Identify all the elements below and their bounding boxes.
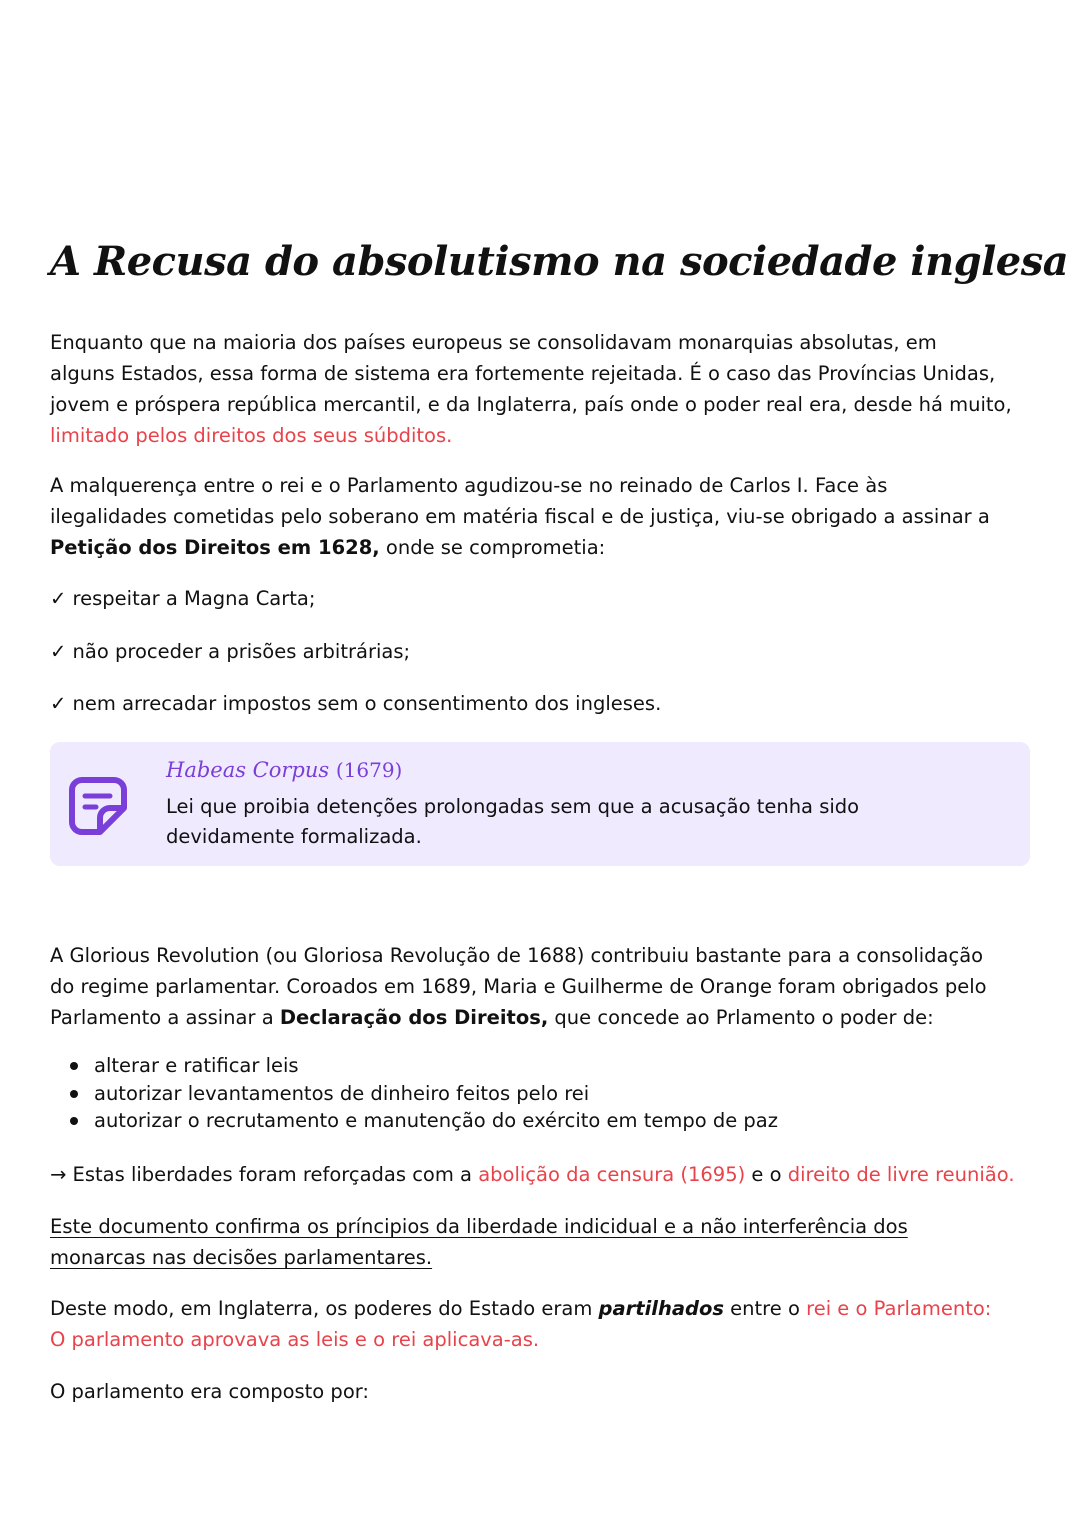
text-line [50,1002,1050,1033]
text-segment: ✓ respeitar a Magna Carta; [50,587,316,610]
text-segment: O parlamento era composto por: [50,1380,369,1403]
text-segment: do regime parlamentar. Coroados em 1689, Maria e Guilherme de Orange foram obrigados pelo [50,975,987,998]
callout-body-line: devidamente formalizada. [166,825,422,848]
callout-year: (1679) [335,758,403,782]
text-segment: alguns Estados, essa forma de sistema era fortemente rejeitada. É o caso das Províncias Unidas, [50,362,996,385]
composto-paragraph [50,1376,1050,1407]
text-line [50,971,1050,1002]
highlighted-text: abolição da censura (1695) [478,1163,746,1186]
check-item [50,583,1050,614]
text-line [50,1324,1050,1355]
text-line [50,1376,1050,1407]
confirma-paragraph [50,1211,1050,1273]
bold-text: Declaração dos Direitos, [279,1006,549,1029]
text-segment: que concede ao Prlamento o poder de: [548,1006,934,1029]
bold-text: partilhados [598,1297,724,1320]
list-item: autorizar levantamentos de dinheiro feitos pelo rei [50,1080,778,1108]
text-segment: A Glorious Revolution (ou Gloriosa Revolução de 1688) contribuiu bastante para a consolidação [50,944,984,967]
text-line [50,532,1050,563]
partilhados-paragraph [50,1293,1050,1355]
text-segment: entre o [723,1297,807,1320]
text-line [50,636,1050,667]
text-line [50,420,1050,451]
callout-body [166,792,859,852]
list-item: alterar e ratificar leis [50,1052,778,1080]
sticky-note-icon [68,776,128,836]
check-item [50,636,1050,667]
carlos-paragraph [50,470,1050,563]
text-line [50,1211,1050,1242]
text-line [50,1159,1050,1190]
text-line [50,688,1050,719]
bold-text: Petição dos Direitos em 1628, [50,536,380,559]
text-line [50,1242,1050,1273]
text-line [50,358,1050,389]
text-line [50,389,1050,420]
highlighted-text: rei e o Parlamento: [806,1297,992,1320]
text-segment: monarcas nas decisões parlamentares. [50,1246,433,1269]
text-segment: ilegalidades cometidas pelo soberano em matéria fiscal e de justiça, viu-se obrigado a assinar a [50,505,990,528]
text-segment: ✓ não proceder a prisões arbitrárias; [50,640,411,663]
text-line [50,583,1050,614]
text-line [50,501,1050,532]
text-segment: ✓ nem arrecadar impostos sem o consentimento dos ingleses. [50,692,662,715]
habeas-corpus-callout [50,742,1030,866]
check-item [50,688,1050,719]
text-segment: jovem e próspera república mercantil, e da Inglaterra, país onde o poder real era, desde há muito, [50,393,1012,416]
highlighted-text: O parlamento aprovava as leis e o rei aplicava-as. [50,1328,540,1351]
text-line [50,1293,1050,1324]
text-line [50,470,1050,501]
highlighted-text: limitado pelos direitos dos seus súbditos. [50,424,453,447]
text-line [50,327,1050,358]
callout-body-line: Lei que proibia detenções prolongadas sem que a acusação tenha sido [166,795,860,818]
powers-list [50,1052,778,1135]
page-title: A Recusa do absolutismo na sociedade inglesa [50,238,1069,285]
intro-paragraph [50,327,1050,451]
text-segment: onde se comprometia: [379,536,606,559]
callout-title-text: Habeas Corpus [166,758,330,782]
list-item: autorizar o recrutamento e manutenção do exército em tempo de paz [50,1107,778,1135]
callout-title [166,758,402,782]
text-line [50,940,1050,971]
text-segment: → Estas liberdades foram reforçadas com a [50,1163,479,1186]
text-segment: Este documento confirma os príncipios da liberdade indicidual e a não interferência dos [50,1215,908,1238]
text-segment: e o [745,1163,788,1186]
text-segment: Parlamento a assinar a [50,1006,280,1029]
text-segment: Deste modo, em Inglaterra, os poderes do Estado eram [50,1297,599,1320]
liberdades-paragraph [50,1159,1050,1190]
text-segment: Enquanto que na maioria dos países europeus se consolidavam monarquias absolutas, em [50,331,937,354]
text-segment: A malquerença entre o rei e o Parlamento agudizou-se no reinado de Carlos I. Face às [50,474,888,497]
glorious-revolution-paragraph [50,940,1050,1033]
highlighted-text: direito de livre reunião. [787,1163,1015,1186]
